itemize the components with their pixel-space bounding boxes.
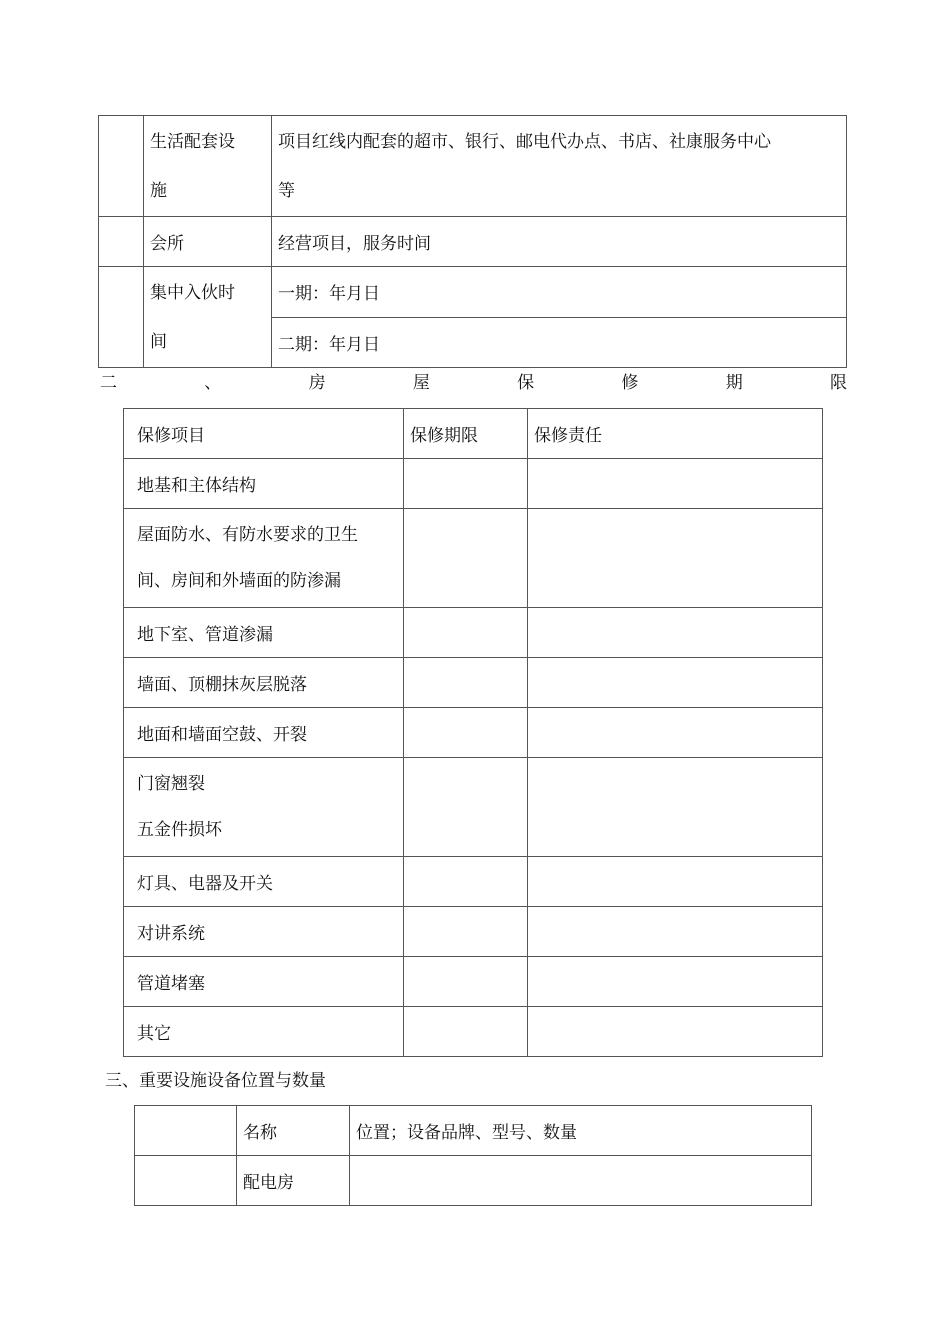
item-line: 五金件损坏 [137,820,222,840]
living-facilities-label [144,116,272,217]
table-row [99,267,847,318]
heading-char: 屋 [412,373,430,393]
equipment-table [134,1105,812,1206]
warranty-item: 管道堵塞 [124,957,404,1007]
phase2-date: 二期：年月日 [272,317,847,368]
warranty-item: 地面和墙面空鼓、开裂 [124,708,404,758]
move-in-time-label [144,267,272,368]
warranty-responsibility [528,509,823,608]
warranty-period [404,459,528,509]
warranty-period [404,758,528,857]
table-row [135,1156,812,1206]
warranty-period [404,509,528,608]
section3-heading: 三、重要设施设备位置与数量 [105,1071,326,1091]
table-row [124,857,823,907]
table-header-row [135,1106,812,1156]
warranty-item: 地下室、管道渗漏 [124,608,404,658]
clubhouse-label: 会所 [144,217,272,267]
table-row [124,957,823,1007]
warranty-item: 其它 [124,1007,404,1057]
value-line: 等 [278,181,295,201]
table-header-row [124,409,823,459]
warranty-responsibility [528,957,823,1007]
heading-char: 限 [829,373,847,393]
header-location: 位置；设备品牌、型号、数量 [350,1106,812,1156]
item-line: 间、房间和外墙面的防渗漏 [137,571,341,591]
warranty-period [404,708,528,758]
section2-heading [100,368,847,392]
warranty-responsibility [528,708,823,758]
header-item: 保修项目 [124,409,404,459]
label-line: 生活配套设 [150,132,235,152]
equipment-detail [350,1156,812,1206]
header-name: 名称 [237,1106,350,1156]
warranty-item [124,509,404,608]
value-line: 项目红线内配套的超市、银行、邮电代办点、书店、社康服务中心 [278,132,771,152]
living-facilities-value [272,116,847,217]
warranty-table [123,408,823,1057]
warranty-item [124,758,404,857]
heading-char: 房 [308,373,326,393]
warranty-period [404,658,528,708]
table-row [124,907,823,957]
phase1-date: 一期：年月日 [272,267,847,318]
facilities-table [98,115,847,368]
label-line: 集中入伙时 [150,283,235,303]
heading-char: 、 [204,373,222,393]
warranty-period [404,608,528,658]
table-cell [99,267,144,368]
table-cell [99,217,144,267]
item-line: 屋面防水、有防水要求的卫生 [137,525,358,545]
table-row [124,758,823,857]
warranty-responsibility [528,459,823,509]
label-line: 间 [150,332,167,352]
warranty-responsibility [528,857,823,907]
heading-char: 保 [517,373,535,393]
warranty-responsibility [528,658,823,708]
table-cell [135,1106,237,1156]
table-cell [99,116,144,217]
warranty-period [404,957,528,1007]
table-row [99,116,847,217]
table-row [124,708,823,758]
header-responsibility: 保修责任 [528,409,823,459]
warranty-responsibility [528,758,823,857]
clubhouse-value: 经营项目，服务时间 [272,217,847,267]
heading-char: 期 [725,373,743,393]
warranty-period [404,907,528,957]
table-row [99,217,847,267]
warranty-item: 地基和主体结构 [124,459,404,509]
warranty-period [404,857,528,907]
heading-char: 修 [621,373,639,393]
warranty-item: 墙面、顶棚抹灰层脱落 [124,658,404,708]
table-row [124,509,823,608]
table-row [124,459,823,509]
table-row [124,1007,823,1057]
warranty-period [404,1007,528,1057]
table-cell [135,1156,237,1206]
heading-char: 二 [100,373,117,393]
warranty-responsibility [528,907,823,957]
warranty-item: 灯具、电器及开关 [124,857,404,907]
warranty-item: 对讲系统 [124,907,404,957]
warranty-responsibility [528,608,823,658]
header-period: 保修期限 [404,409,528,459]
label-line: 施 [150,181,167,201]
item-line: 门窗翘裂 [137,774,205,794]
warranty-responsibility [528,1007,823,1057]
table-row [124,608,823,658]
table-row [124,658,823,708]
equipment-name: 配电房 [237,1156,350,1206]
